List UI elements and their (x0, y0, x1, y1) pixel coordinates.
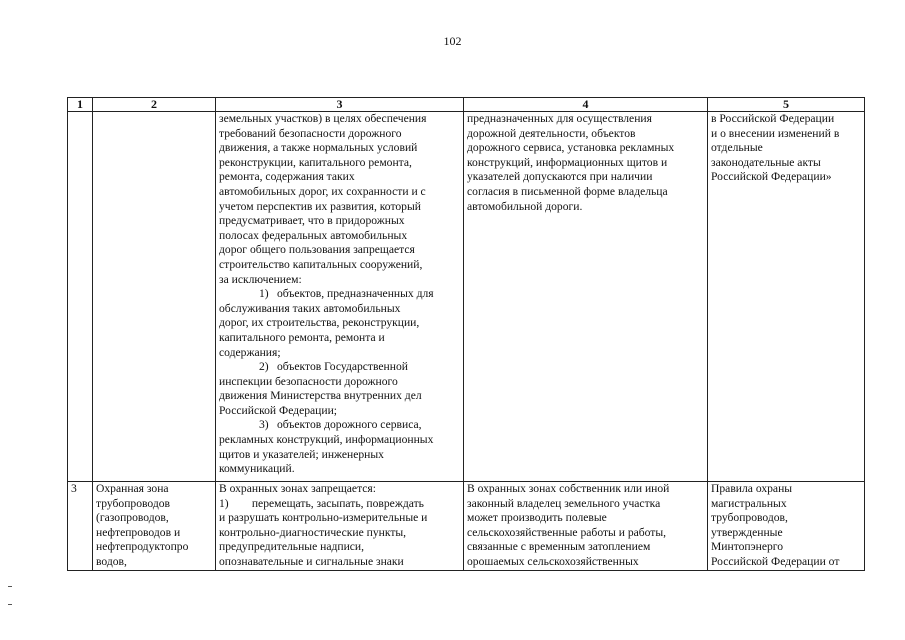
exception-item-2 (219, 360, 460, 375)
header-col-5: 5 (708, 98, 865, 112)
permission-line: сельскохозяйственные работы и работы, (467, 525, 667, 539)
header-col-2: 2 (93, 98, 216, 112)
row-number-cell (68, 112, 93, 482)
legal-basis-line: магистральных (711, 496, 787, 510)
restriction-line: полосах федеральных автомобильных (219, 228, 408, 242)
legal-basis-line: утвержденные (711, 525, 783, 539)
header-col-1: 1 (68, 98, 93, 112)
permissions-cell (464, 482, 708, 571)
restriction-line: строительство капитальных сооружений, (219, 257, 423, 271)
legal-basis-line: трубопроводов, (711, 511, 788, 525)
restrictions-cell (216, 112, 464, 482)
scan-edge-mark (8, 604, 12, 605)
restriction-line: земельных участков) в целях обеспечения (219, 112, 427, 125)
zone-name-line: водов, (96, 554, 127, 568)
legal-basis-line: Правила охраны (711, 482, 793, 495)
legal-basis-line: в Российской Федерации (711, 112, 835, 125)
zone-name-line: Охранная зона (96, 482, 169, 495)
permission-line: конструкций, информационных щитов и (467, 155, 668, 169)
exception-line: рекламных конструкций, информационных (219, 433, 434, 447)
header-col-3: 3 (216, 98, 464, 112)
exception-line: коммуникаций. (219, 462, 295, 476)
exception-number: 1) (259, 287, 269, 301)
permission-line: согласия в письменной форме владельца (467, 184, 668, 198)
restriction-line: предупредительные надписи, (219, 540, 365, 554)
restriction-line: ремонта, содержания таких (219, 170, 355, 184)
permission-line: законный владелец земельного участка (467, 496, 661, 510)
restriction-line: учетом перспектив их развития, который (219, 199, 421, 213)
permission-line: связанные с временным затоплением (467, 540, 651, 554)
permission-line: орошаемых сельскохозяйственных (467, 554, 639, 568)
legal-basis-line: Российской Федерации» (711, 170, 832, 184)
legal-basis-line: Российской Федерации от (711, 554, 840, 568)
exception-text: объектов Государственной (277, 360, 408, 374)
page-number: 102 (443, 34, 462, 48)
zone-name-line: нефтепродуктопро (96, 540, 189, 554)
permissions-cell (464, 112, 708, 482)
exception-line: содержания; (219, 345, 281, 359)
table-row (68, 482, 865, 571)
zone-name-line: (газопроводов, (96, 511, 169, 525)
scan-edge-mark (8, 586, 12, 587)
restriction-line: и разрушать контрольно-измерительные и (219, 511, 428, 525)
table-row (68, 112, 865, 482)
zone-name-line: трубопроводов (96, 496, 171, 510)
legal-basis-line: и о внесении изменений в (711, 126, 840, 140)
exception-text: объектов, предназначенных для (277, 287, 434, 301)
exception-item-1 (219, 287, 460, 302)
permission-line: может производить полевые (467, 511, 607, 525)
restriction-line: автомобильных дорог, их сохранности и с (219, 184, 426, 198)
zone-name-cell (93, 482, 216, 571)
permission-line: автомобильной дороги. (467, 199, 583, 213)
exception-number: 2) (259, 360, 269, 374)
regulations-table (67, 97, 865, 571)
exception-line: капитального ремонта, ремонта и (219, 330, 385, 344)
permission-line: В охранных зонах собственник или иной (467, 482, 670, 495)
legal-basis-line: отдельные (711, 141, 763, 155)
restriction-line: дорог общего пользования запрещается (219, 243, 415, 257)
restriction-line: требований безопасности дорожного (219, 126, 402, 140)
zone-name-cell (93, 112, 216, 482)
legal-basis-cell (708, 112, 865, 482)
restriction-line: контрольно-диагностические пункты, (219, 525, 407, 539)
header-col-4: 4 (464, 98, 708, 112)
exception-line: дорог, их строительства, реконструкции, (219, 316, 420, 330)
exception-line: движения Министерства внутренних дел (219, 389, 422, 403)
restriction-line: за исключением: (219, 272, 302, 286)
exception-line: щитов и указателей; инженерных (219, 447, 384, 461)
exception-line: обслуживания таких автомобильных (219, 301, 401, 315)
restrictions-cell (216, 482, 464, 571)
exception-item-3 (219, 418, 460, 433)
restriction-line: движения, а также нормальных условий (219, 141, 418, 155)
exception-line: Российской Федерации; (219, 403, 338, 417)
permission-line: указателей допускаются при наличии (467, 170, 653, 184)
exception-line: инспекции безопасности дорожного (219, 374, 398, 388)
restriction-line: В охранных зонах запрещается: (219, 482, 376, 495)
restriction-line: опознавательные и сигнальные знаки (219, 554, 404, 568)
exception-number: 3) (259, 418, 269, 432)
legal-basis-line: законодательные акты (711, 155, 821, 169)
restriction-line: предусматривает, что в придорожных (219, 214, 405, 228)
table-header-row (68, 98, 865, 112)
restriction-line: реконструкции, капитального ремонта, (219, 155, 412, 169)
zone-name-line: нефтепроводов и (96, 525, 181, 539)
legal-basis-line: Минтопэнерго (711, 540, 784, 554)
permission-line: предназначенных для осуществления (467, 112, 652, 125)
permission-line: дорожного сервиса, установка рекламных (467, 141, 675, 155)
restriction-line: 1) перемещать, засыпать, повреждать (219, 496, 424, 510)
permission-line: дорожной деятельности, объектов (467, 126, 636, 140)
legal-basis-cell (708, 482, 865, 571)
row-number-cell: 3 (68, 482, 93, 571)
exception-text: объектов дорожного сервиса, (277, 418, 422, 432)
